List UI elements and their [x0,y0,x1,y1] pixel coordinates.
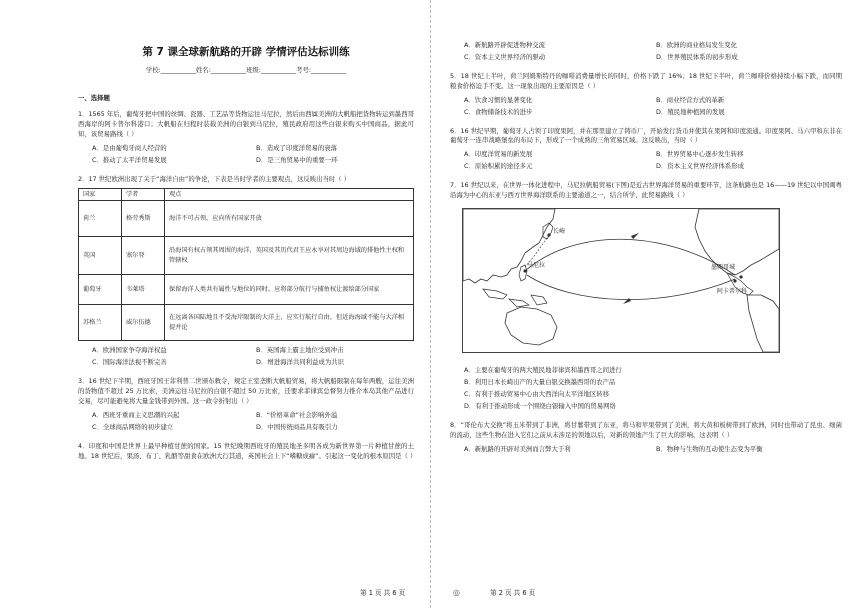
q4-option-a[interactable]: A．新航路开辟促进物种交流 [464,41,546,49]
mexico-city-dot [739,275,742,278]
student-info-line: 学校:___________姓名:___________班级:___________考号:___________ [145,66,347,75]
question-4-stem: 4．印度和中国是世界上最早种植甘蔗的国家。15 世纪晚期西班牙的殖民地圣多明各成为新世界第一片种植甘蔗的土地。18 世纪后，果汤、布丁、乳酪等甜食在欧洲大行其道，英国社会上下“嗜糖成癖”。引起这一变化的根本原因是（ ） [78,441,417,460]
table-cell-scholar: 威尔伍德 [122,305,165,341]
map-label-mexico-city: 墨西哥城 [711,264,736,272]
question-3-stem: 3．16 世纪下半期，西班牙国王菲利普二世颁布敕令，规定王室垄断大帆船贸易，将大帆船限制在每年两艘，运往美洲的货物值不超过 25 万比索，美洲运往马尼拉的白银不超过 50 万比索，还要求菲律宾总督努力推介本岛其他产品进行交易，尽可能避免将大量金钱带到外国。这一政令折射出（ ） [78,377,414,405]
q3-option-b[interactable]: B．“价格革命”社会影响外溢 [256,410,338,419]
q1-option-c[interactable]: C．推动了太平洋贸易发展 [92,155,167,164]
q5-option-b[interactable]: B．商业经营方式的革新 [656,95,725,104]
table-cell-scholar: 格劳秀斯 [122,201,165,237]
q3-option-c[interactable]: C．全球商品网络的初步建立 [92,422,174,431]
table-cell-scholar: 塞尔登 [122,237,165,275]
q6-option-c[interactable]: C．原始积累的途径多元 [464,162,533,171]
table-row [79,275,414,305]
changqi-dot [547,233,550,236]
table-cell-country: 英国 [79,237,122,275]
q8-option-a[interactable]: A．新航路的开辟对美洲而言弊大于利 [464,444,571,453]
q4-option-b[interactable]: B．欧洲的商业格局发生变化 [656,41,738,49]
q6-option-b[interactable]: B．世界贸易中心逐步发生转移 [656,150,744,159]
map-label-manila: 马尼拉 [527,262,546,270]
question-6-options [464,149,842,173]
q7-option-b[interactable]: B．利用日本长崎出产的大量白银交换墨西哥的农产品 [464,377,616,386]
table-cell-scholar: 韦莱塔 [122,275,165,305]
table-row [79,201,414,237]
question-7-stem: 7．16 世纪以来，在世界一体化进程中，马尼拉帆船贸易(下图)是近古世界海洋贸易的重要环节，这条航路也是 16——19 世纪以中国闽粤沿海为中心的东亚与西方世界海洋联系的主要通道之一，结合所学，此贸易路线（ ） [450,181,842,200]
question-2-stem: 2．17 世纪欧洲出现了关于“海洋自由”的争论，下表是当时学者的主要观点，这反映出当时（ ） [78,174,351,183]
manila-galleon-route-map [462,208,780,353]
q6-option-d[interactable]: D．资本主义世界经济体系形成 [656,162,744,171]
table-cell-view: 保留海洋人类共有属性与地位的同时，应将部分航行与捕鱼权让渡给部分国家 [165,275,414,305]
q1-option-d[interactable]: D．是三角贸易中的重要一环 [256,155,338,164]
question-5-options [464,95,842,119]
q7-option-c[interactable]: C．有利于推动贸易中心由大西洋向太平洋地区转移 [464,389,610,398]
question-8-options [464,444,842,456]
table-cell-view: 海洋不可占领，应向所有国家开放 [165,201,414,237]
question-1-stem: 1．1565 年后，葡萄牙把中国的丝绸、瓷器、工艺品等货物运往马尼拉，然后由西属美洲的大帆船把货物转运到墨西哥西海岸的阿卡普尔科港口；大帆船在归程时装载美洲的白银到马尼拉，殖民政府用这些白银来购买中国商品，据此可知，该贸易路线（ ） [78,110,414,138]
q7-option-a[interactable]: A．主要在葡萄牙的两大殖民地菲律宾和墨西哥之间进行 [464,365,622,374]
binding-circle-icon: ◎ [453,588,460,597]
table-cell-country: 葡萄牙 [79,275,122,305]
question-8-stem: 8．“哥伦布大交换”将玉米带到了非洲，将甘薯带到了东亚，将马和苹果带到了美洲，将大黄和板树带到了欧洲，同时也带动了昆虫、细菌的流动，这些生物在进入它们之前从未涉足的领地以后，对新的领地产生了巨大的影响。这表明（ ） [450,420,842,439]
table-header-cell: 国家 [79,188,122,201]
right-page [430,0,860,608]
q2-option-c[interactable]: C．国际海洋法视不断完善 [92,358,167,367]
table-cell-country: 苏格兰 [79,305,122,341]
question-6-stem: 6．16 世纪早期，葡萄牙人占领了印度果阿，并在那里建立了铸币厂，开始发行货币并使其在果阿和印度流通。印度果阿、马六甲和东非在葡萄牙一连串战略堡垒的布局下，形成了一个成熟的三角贸易区域。这反映出，当时（ ） [450,126,842,145]
manila-dot [523,269,526,272]
q3-option-a[interactable]: A．西班牙重商主义思潮的兴起 [92,410,180,419]
q6-option-a[interactable]: A．印度洋贸易的新发展 [464,150,533,159]
map-label-acapulco: 阿卡普尔科 [717,288,748,296]
table-header-row [79,188,414,201]
table-row [79,305,414,341]
q2-option-d[interactable]: D．增进海洋共同利益成为共识 [256,358,344,367]
question-3-options [92,410,414,434]
footer-page-right: 第 2 页 共 6 页 [490,589,536,597]
scholar-view-table [78,188,414,342]
page-title: 第 7 课全球新航路的开辟 学情评估达标训练 [142,46,350,58]
q2-option-b[interactable]: B．英国海上霸主地位受到冲击 [256,346,344,355]
table-cell-view: 在远离各国陆地且不受海岸限制的大洋上，应实行航行自由，但近海海域不能与大洋相提并论 [165,305,414,341]
table-cell-view: 沿海国有权占领其周围的海洋，英国及其历代君王应永享对其周边海域的排他性主权和管辖权 [165,237,414,275]
q5-option-a[interactable]: A．饮食习惯的显著变化 [464,95,533,104]
q4-option-c[interactable]: C．资本主义世界经济的驱动 [464,52,546,61]
table-row [79,237,414,275]
acapulco-dot [733,279,736,282]
q1-option-a[interactable]: A．是由葡萄牙商人经营的 [92,143,167,152]
question-7-options [464,365,842,413]
question-2-options [92,345,414,369]
question-4-options [464,40,842,64]
footer-page-left: 第 1 页 共 6 页 [360,589,406,597]
q5-option-c[interactable]: C．食物储备技术的进步 [464,107,533,116]
q8-option-b[interactable]: B．物种与生物的互动使生态变为平衡 [656,444,763,453]
q2-option-a[interactable]: A．欧洲国家争夺海洋权益 [92,346,167,355]
q4-option-d[interactable]: D．世界殖民体系的初步形成 [656,52,738,61]
section-heading: 一、选择题 [78,94,110,103]
q5-option-d[interactable]: D．殖民地种植园的发展 [656,107,725,116]
question-5-stem: 5．18 世纪上半叶，荷兰阿姆斯特丹的咖啡消费量增长的同时，价格下跌了 16%；18 世纪下半叶，荷兰咖啡价格持续小幅下跌，而同期粮食价格迫手不变。这一现象出现的主要原因是（ ） [450,71,842,90]
table-cell-country: 荷兰 [79,201,122,237]
question-1-options [92,143,414,167]
table-header-cell: 观点 [165,188,414,201]
q3-option-d[interactable]: D．中国传统商品具有吸引力 [256,422,338,431]
map-label-changqi: 长崎 [553,228,566,236]
q7-option-d[interactable]: D．有利于推动形成一个围绕白银输入中国的贸易网络 [464,401,616,410]
table-header-cell: 学者 [122,188,165,201]
q1-option-b[interactable]: B．造成了印度洋贸易的衰落 [256,143,338,152]
